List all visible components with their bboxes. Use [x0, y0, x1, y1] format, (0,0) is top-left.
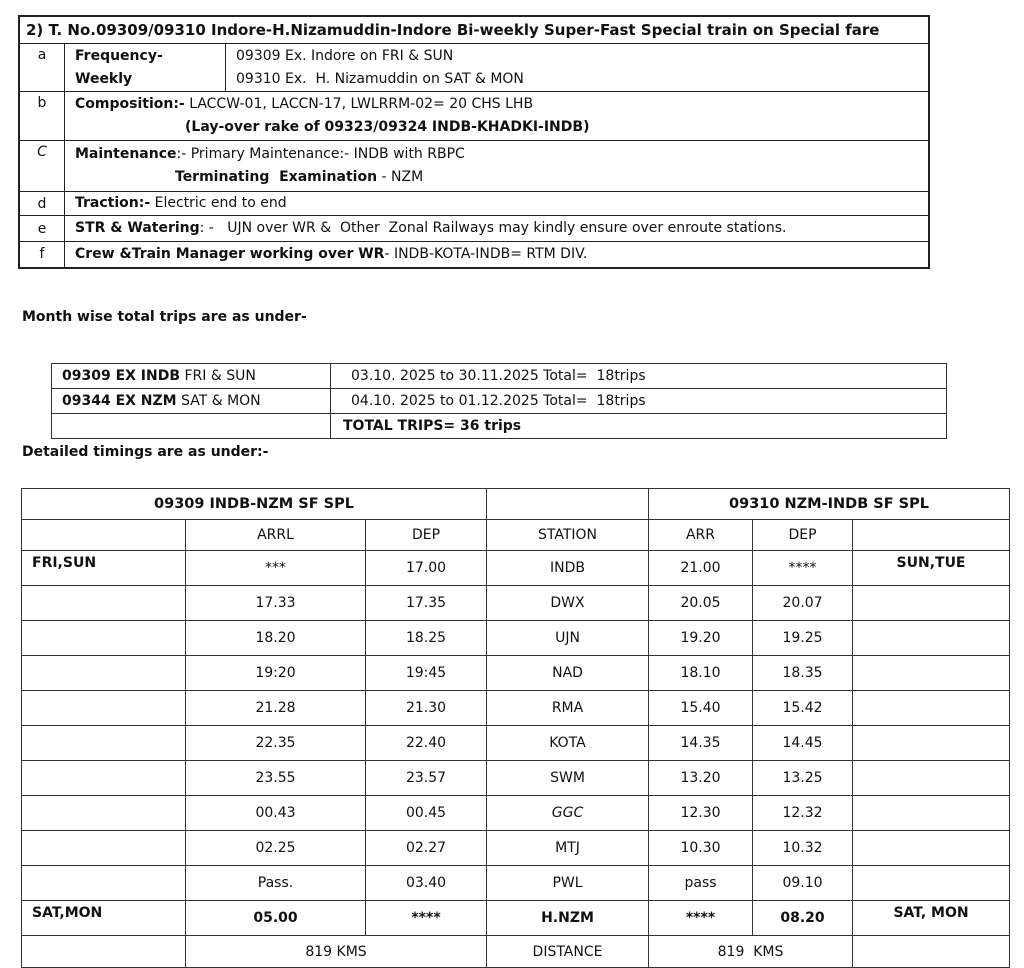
down-departure: 19:45: [366, 656, 487, 691]
distance-label: DISTANCE: [487, 936, 649, 968]
up-arrival: 18.10: [649, 656, 753, 691]
down-departure: 21.30: [366, 691, 487, 726]
crew-value: - INDB-KOTA-INDB= RTM DIV.: [384, 245, 588, 262]
up-arrival: 14.35: [649, 726, 753, 761]
empty-cell: [853, 520, 1010, 551]
station: SWM: [487, 761, 649, 796]
down-arrival: 00.43: [186, 796, 366, 831]
up-departure: 10.32: [753, 831, 853, 866]
up-departure: 18.35: [753, 656, 853, 691]
station: RMA: [487, 691, 649, 726]
distance-row: [22, 936, 1010, 968]
maintenance-cell: [65, 141, 930, 192]
crew-cell: [65, 242, 930, 268]
watering-value: : - UJN over WR & Other Zonal Railways may kindly ensure over enroute stations.: [199, 220, 787, 236]
watering-heading: STR & Watering: [75, 220, 200, 236]
up-departure: 13.25: [753, 761, 853, 796]
timing-row: [22, 796, 1010, 831]
up-day: [853, 656, 1010, 691]
up-arrival: 20.05: [649, 586, 753, 621]
up-day: [853, 831, 1010, 866]
down-arrival: 22.35: [186, 726, 366, 761]
row-label-a: a: [19, 44, 65, 92]
row-label-c: C: [19, 141, 65, 192]
empty-cell: [22, 936, 186, 968]
traction-heading: Traction:-: [75, 195, 151, 211]
down-arr-header: ARRL: [186, 520, 366, 551]
down-day: [22, 656, 186, 691]
up-day: [853, 691, 1010, 726]
timing-row: [22, 831, 1010, 866]
up-departure: 08.20: [753, 901, 853, 936]
up-day: SUN,TUE: [853, 551, 1010, 586]
down-arrival: ***: [186, 551, 366, 586]
up-departure: 12.32: [753, 796, 853, 831]
watering-cell: [65, 216, 930, 242]
down-arrival: 21.28: [186, 691, 366, 726]
station: MTJ: [487, 831, 649, 866]
trip-train: [52, 364, 331, 389]
down-departure: 22.40: [366, 726, 487, 761]
timing-row: [22, 656, 1010, 691]
timing-row: [22, 621, 1010, 656]
frequency-heading-line2: Weekly: [75, 70, 133, 87]
up-departure: 09.10: [753, 866, 853, 901]
down-departure: 00.45: [366, 796, 487, 831]
terminating-heading: Terminating Examination: [175, 169, 378, 185]
down-departure: 23.57: [366, 761, 487, 796]
down-arrival: 02.25: [186, 831, 366, 866]
traction-cell: [65, 192, 930, 216]
down-distance: 819 KMS: [186, 936, 487, 968]
up-departure: 19.25: [753, 621, 853, 656]
station: GGC: [487, 796, 649, 831]
up-departure: 14.45: [753, 726, 853, 761]
station: UJN: [487, 621, 649, 656]
down-day: [22, 761, 186, 796]
down-day: [22, 586, 186, 621]
timing-row: [22, 761, 1010, 796]
trips-row: [52, 389, 947, 414]
up-distance: 819 KMS: [649, 936, 853, 968]
frequency-heading: [65, 44, 226, 92]
composition-heading: Composition:-: [75, 96, 185, 112]
station: PWL: [487, 866, 649, 901]
timing-row: [22, 551, 1010, 586]
up-arrival: ****: [649, 901, 753, 936]
down-departure: 18.25: [366, 621, 487, 656]
up-arr-header: ARR: [649, 520, 753, 551]
up-day: [853, 761, 1010, 796]
up-arrival: 12.30: [649, 796, 753, 831]
down-dep-header: DEP: [366, 520, 487, 551]
frequency-line2: 09310 Ex. H. Nizamuddin on SAT & MON: [236, 70, 524, 87]
trips-total-row: [52, 414, 947, 439]
down-departure: ****: [366, 901, 487, 936]
down-arrival: Pass.: [186, 866, 366, 901]
down-departure: 02.27: [366, 831, 487, 866]
trips-total: TOTAL TRIPS= 36 trips: [331, 414, 947, 439]
station-header: STATION: [487, 520, 649, 551]
train-info-table: [18, 15, 930, 269]
trips-table: [51, 363, 947, 439]
up-arrival: 19.20: [649, 621, 753, 656]
empty-cell: [853, 936, 1010, 968]
up-arrival: 13.20: [649, 761, 753, 796]
trip-train-number: 09309 EX INDB: [62, 368, 181, 384]
month-wise-heading: Month wise total trips are as under-: [22, 309, 307, 325]
up-departure: 20.07: [753, 586, 853, 621]
crew-heading: Crew &Train Manager working over WR: [75, 245, 385, 262]
composition-layover: (Lay-over rake of 09323/09324 INDB-KHADKI-INDB): [185, 119, 590, 135]
row-label-b: b: [19, 92, 65, 141]
up-arrival: 15.40: [649, 691, 753, 726]
station: NAD: [487, 656, 649, 691]
trip-train-number: 09344 EX NZM: [62, 393, 177, 409]
down-arrival: 17.33: [186, 586, 366, 621]
down-day: FRI,SUN: [22, 551, 186, 586]
down-arrival: 18.20: [186, 621, 366, 656]
up-day: [853, 726, 1010, 761]
frequency-heading-line1: Frequency-: [75, 47, 163, 64]
station: INDB: [487, 551, 649, 586]
composition-cell: [65, 92, 930, 141]
down-day: [22, 866, 186, 901]
row-label-e: e: [19, 216, 65, 242]
maintenance-value: :- Primary Maintenance:- INDB with RBPC: [176, 146, 465, 162]
up-day: [853, 586, 1010, 621]
timing-row: [22, 726, 1010, 761]
up-departure: ****: [753, 551, 853, 586]
trip-train-days: SAT & MON: [176, 393, 261, 409]
down-day: SAT,MON: [22, 901, 186, 936]
timing-row: [22, 901, 1010, 936]
trips-row: [52, 364, 947, 389]
down-departure: 17.35: [366, 586, 487, 621]
timing-row: [22, 866, 1010, 901]
maintenance-heading: Maintenance: [75, 146, 177, 162]
up-departure: 15.42: [753, 691, 853, 726]
up-dep-header: DEP: [753, 520, 853, 551]
up-day: [853, 866, 1010, 901]
empty-cell: [52, 414, 331, 439]
up-arrival: 21.00: [649, 551, 753, 586]
up-arrival: 10.30: [649, 831, 753, 866]
empty-cell: [22, 520, 186, 551]
composition-value: LACCW-01, LACCN-17, LWLRRM-02= 20 CHS LHB: [184, 96, 534, 112]
detailed-timings-heading: Detailed timings are as under:-: [22, 444, 269, 460]
timing-row: [22, 691, 1010, 726]
empty-cell: [487, 489, 649, 520]
station: DWX: [487, 586, 649, 621]
trip-train-days: FRI & SUN: [180, 368, 256, 384]
train-info-title: 2) T. No.09309/09310 Indore-H.Nizamuddin-Indore Bi-weekly Super-Fast Special train on Special fare: [19, 16, 929, 44]
up-day: [853, 796, 1010, 831]
down-day: [22, 796, 186, 831]
timing-table: [21, 488, 1010, 968]
up-train-title: 09310 NZM-INDB SF SPL: [649, 489, 1010, 520]
terminating-value: - NZM: [377, 169, 424, 185]
down-day: [22, 726, 186, 761]
up-day: [853, 621, 1010, 656]
timing-row: [22, 586, 1010, 621]
frequency-value: [226, 44, 930, 92]
down-arrival: 05.00: [186, 901, 366, 936]
row-label-d: d: [19, 192, 65, 216]
station: H.NZM: [487, 901, 649, 936]
down-day: [22, 691, 186, 726]
up-arrival: pass: [649, 866, 753, 901]
down-day: [22, 621, 186, 656]
down-departure: 17.00: [366, 551, 487, 586]
trip-train: [52, 389, 331, 414]
trip-period: 03.10. 2025 to 30.11.2025 Total= 18trips: [331, 364, 947, 389]
frequency-line1: 09309 Ex. Indore on FRI & SUN: [236, 47, 454, 64]
down-train-title: 09309 INDB-NZM SF SPL: [22, 489, 487, 520]
down-arrival: 23.55: [186, 761, 366, 796]
station: KOTA: [487, 726, 649, 761]
row-label-f: f: [19, 242, 65, 268]
down-day: [22, 831, 186, 866]
up-day: SAT, MON: [853, 901, 1010, 936]
down-departure: 03.40: [366, 866, 487, 901]
down-arrival: 19:20: [186, 656, 366, 691]
traction-value: Electric end to end: [150, 195, 287, 211]
trip-period: 04.10. 2025 to 01.12.2025 Total= 18trips: [331, 389, 947, 414]
